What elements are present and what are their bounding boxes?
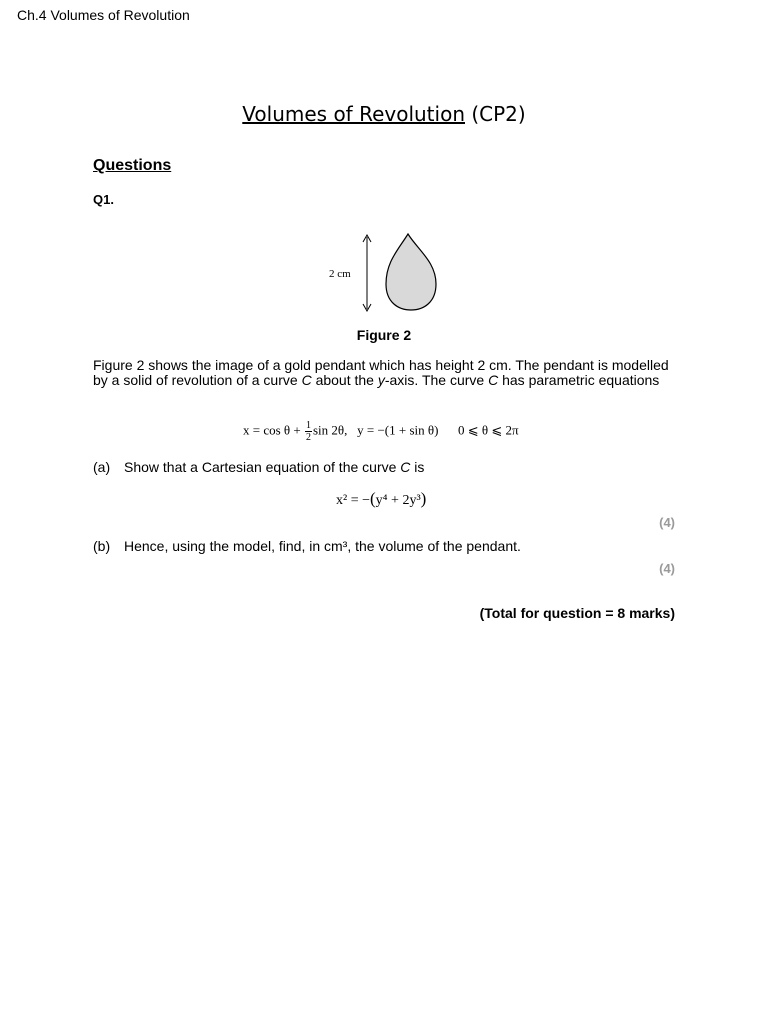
param-y: y = −(1 + sin θ) [357, 422, 439, 438]
param-x: x = cos θ + [243, 422, 304, 438]
part-b-label: (b) [93, 538, 111, 554]
page-header: Ch.4 Volumes of Revolution [17, 7, 190, 23]
title-main: Volumes of Revolution [242, 102, 465, 126]
figure-caption: Figure 2 [356, 327, 412, 343]
half-fraction [305, 420, 312, 443]
cartesian-rhs: y⁴ + 2y³ [375, 493, 421, 508]
part-a-curve: C [400, 459, 411, 475]
question-intro [93, 358, 683, 388]
part-a-marks: (4) [659, 515, 675, 530]
part-b-text: Hence, using the model, find, in cm³, the volume of the pendant. [124, 538, 521, 554]
param-range: 0 ⩽ θ ⩽ 2π [457, 422, 519, 438]
part-a-label: (a) [93, 459, 111, 475]
question-number: Q1. [93, 192, 114, 207]
param-x-tail: sin 2θ, [312, 422, 348, 438]
part-b-marks: (4) [659, 561, 675, 576]
paren-close: ) [420, 489, 427, 508]
intro-text-2: about the [311, 372, 378, 388]
section-heading: Questions [93, 157, 172, 174]
total-marks: (Total for question = 8 marks) [479, 605, 675, 621]
intro-curve-1: C [301, 372, 312, 388]
intro-text-1: Figure 2 shows the image of a gold pendant which has height 2 cm. The pendant is modelled by a solid of revolution of a curve [93, 357, 669, 388]
pendant-figure [322, 228, 446, 316]
parametric-equations [243, 420, 519, 443]
cartesian-equation [336, 489, 426, 509]
part-a [93, 459, 424, 475]
pendant-shape [386, 234, 436, 310]
frac-den: 2 [305, 432, 311, 443]
figure-dimension-label: 2 cm [329, 268, 351, 280]
intro-curve-2: C [488, 372, 499, 388]
part-a-text: Show that a Cartesian equation of the curve [124, 459, 401, 475]
intro-text-4: has parametric equations [498, 372, 660, 388]
part-b [93, 538, 521, 554]
part-a-tail: is [410, 459, 425, 475]
page-title [0, 102, 768, 126]
frac-num: 1 [305, 420, 311, 431]
intro-text-3: -axis. The curve [384, 372, 489, 388]
cartesian-lhs: x² = − [336, 493, 370, 508]
paren-open: ( [370, 489, 376, 508]
intro-y: y [377, 372, 385, 388]
title-suffix: (CP2) [465, 102, 526, 126]
